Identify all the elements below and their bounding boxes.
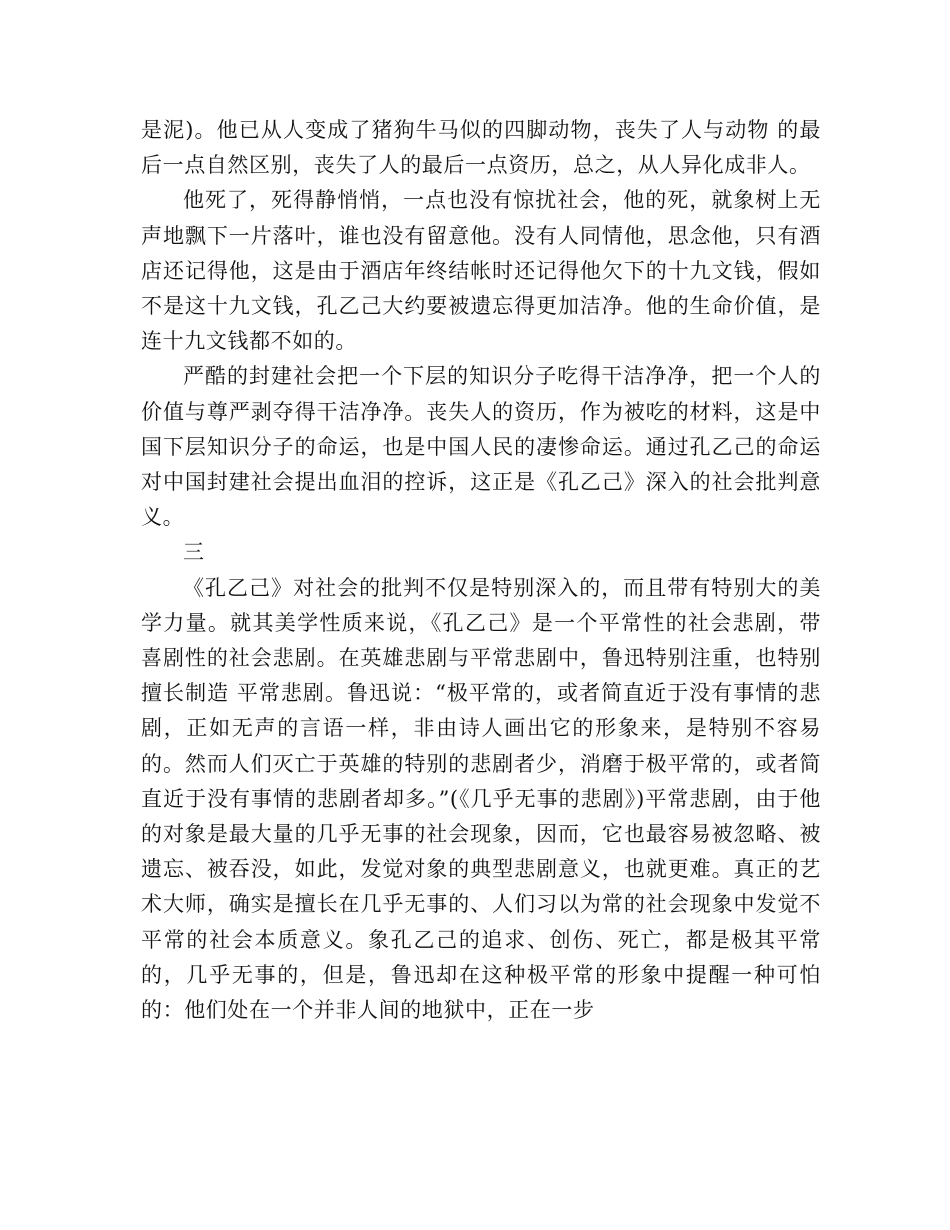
paragraph-2: 他死了，死得静悄悄，一点也没有惊扰社会，他的死，就象树上无声地飘下一片落叶，谁也没有留意他。没有人同情他，思念他，只有酒店还记得他，这是由于酒店年终结帐时还记得他欠下的十九文钱，假如不是这十九文钱，孔乙己大约要被遗忘得更加洁净。他的生命价值，是连十九文钱都不如的。 <box>141 188 821 354</box>
section-heading-3: 三 <box>183 540 205 565</box>
document-body <box>141 113 821 1028</box>
paragraph-3: 严酷的封建社会把一个下层的知识分子吃得干洁净净，把一个人的价值与尊严剥夺得干洁净净。丧失人的资历，作为被吃的材料，这是中国下层知识分子的命运，也是中国人民的凄惨命运。通过孔乙己的命运对中国封建社会提出血泪的控诉，这正是《孔乙己》深入的社会批判意义。 <box>141 364 821 530</box>
paragraph-1: 是泥)。他已从人变成了猪狗牛马似的四脚动物，丧失了人与动物 的最后一点自然区别，丧失了人的最后一点资历，总之，从人异化成非人。 <box>141 118 821 178</box>
paragraph-5: 《孔乙己》对社会的批判不仅是特别深入的，而且带有特别大的美学力量。就其美学性质来说，《孔乙己》是一个平常性的社会悲剧，带喜剧性的社会悲剧。在英雄悲剧与平常悲剧中，鲁迅特别注重，也特别擅长制造 平常悲剧。鲁迅说：“极平常的，或者简直近于没有事情的悲剧，正如无声的言语一样，非由诗人画出它的形象来，是特别不容易的。然而人们灭亡于英雄的特别的悲剧者少，消磨于极平常的，或者简直近于没有事情的悲剧者却多。”(《几乎无事的悲剧》)平常悲剧，由于他的对象是最大量的几乎无事的社会现象，因而，它也最容易被忽略、被遗忘、被吞没，如此，发觉对象的典型悲剧意义，也就更难。真正的艺术大师，确实是擅长在几乎无事的、人们习以为常的社会现象中发觉不平常的社会本质意义。象孔乙己的追求、创伤、死亡，都是极其平常的，几乎无事的，但是，鲁迅却在这种极平常的形象中提醒一种可怕的：他们处在一个并非人间的地狱中，正在一步 <box>141 575 821 1023</box>
